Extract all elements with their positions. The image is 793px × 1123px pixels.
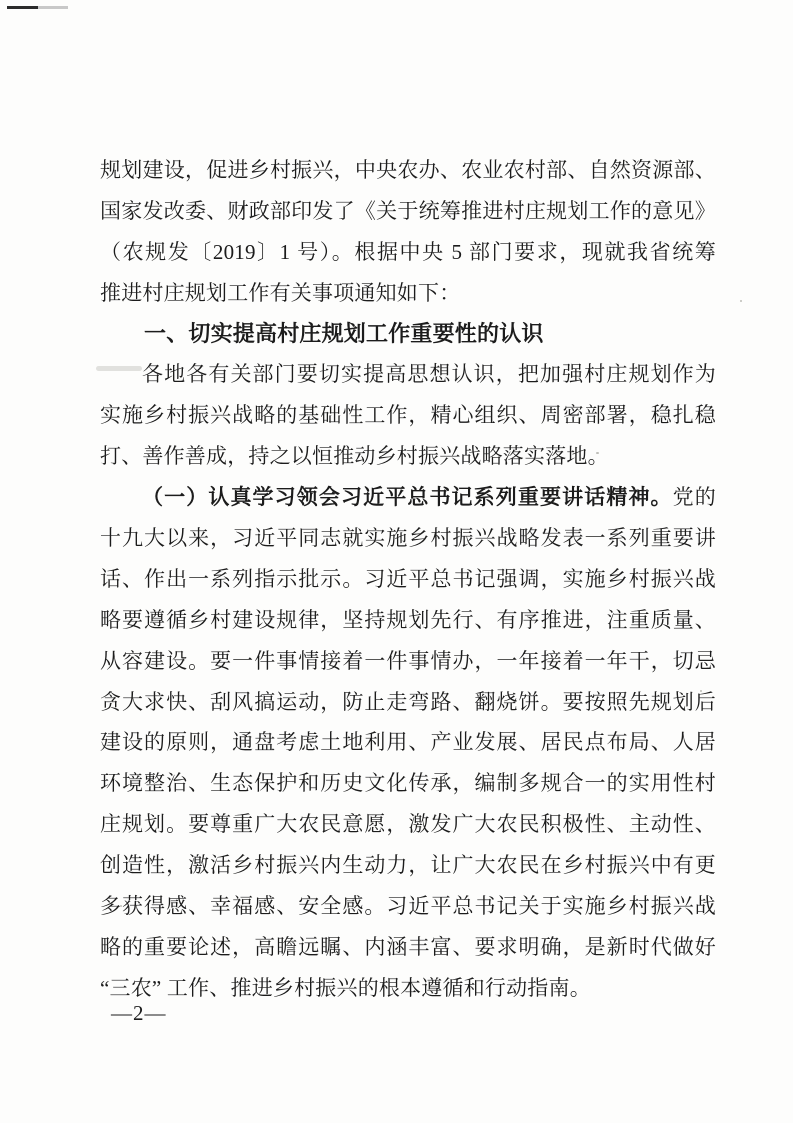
text-segment: 从容建设。要一件事情接着一件事情办，一年接着一年干，切忌 [100,648,716,673]
text-segment: 推进村庄规划工作有关事项通知如下： [100,280,461,305]
text-segment: 创造性，激活乡村振兴内生动力，让广大农民在乡村振兴中有更 [100,853,716,878]
text-line [100,845,716,886]
text-line [100,395,716,436]
section-heading-line [100,314,716,355]
text-line [100,559,716,600]
text-segment: 略的重要论述，高瞻远瞩、内涵丰富、要求明确，是新时代做好 [100,934,716,959]
text-segment: 环境整治、生态保护和历史文化传承，编制多规合一的实用性村 [100,771,716,796]
text-segment: 规划建设，促进乡村振兴，中央农办、农业农村部、自然资源部、 [100,158,716,182]
text-segment: 打、善作善成，持之以恒推动乡村振兴战略落实落地。 [100,444,609,469]
document-lines [100,150,716,1009]
text-segment: （农规发〔2019〕1 号）。根据中央 5 部门要求，现就我省统筹 [100,239,716,264]
text-line [100,682,716,723]
text-line [100,232,716,273]
emphasized-text-segment: 一、切实提高村庄规划工作重要性的认识 [144,320,544,346]
text-line [100,150,716,191]
text-segment: 十九大以来，习近平同志就实施乡村振兴战略发表一系列重要讲 [100,526,716,551]
text-segment: 建设的原则，通盘考虑土地利用、产业发展、居民点布局、人居 [100,730,716,755]
text-line [100,886,716,927]
text-segment: “三农” 工作、推进乡村振兴的根本遵循和行动指南。 [100,975,591,1000]
text-line [100,927,716,968]
text-segment: 党的 [672,485,716,510]
text-line [100,722,716,763]
emphasized-text-segment: （一）认真学习领会习近平总书记系列重要讲话精神。 [142,485,673,510]
text-line [100,477,716,518]
text-segment: 实施乡村振兴战略的基础性工作，精心组织、周密部署，稳扎稳 [100,403,716,428]
text-segment: 略要遵循乡村建设规律，坚持规划先行、有序推进，注重质量、 [100,607,716,632]
text-segment: 话、作出一系列指示批示。习近平总书记强调，实施乡村振兴战 [100,566,716,591]
scan-speck [740,300,742,302]
text-line [100,968,716,1009]
text-line [100,436,716,477]
text-line [100,763,716,804]
text-line [100,641,716,682]
text-segment: 庄规划。要尊重广大农民意愿，激发广大农民积极性、主动性、 [100,812,716,837]
text-line [100,273,716,314]
text-line [100,191,716,232]
scan-artifact-dark-line [7,6,38,9]
text-line [100,518,716,559]
text-line [100,354,716,395]
page-number: —2— [111,1001,167,1025]
text-segment: 国家发改委、财政部印发了《关于统筹推进村庄规划工作的意见》 [100,198,716,223]
text-line [100,600,716,641]
text-segment: 贪大求快、刮风搞运动，防止走弯路、翻烧饼。要按照先规划后 [100,689,716,714]
text-segment: 多获得感、幸福感、安全感。习近平总书记关于实施乡村振兴战 [100,894,716,919]
text-line [100,804,716,845]
scan-artifact-light-line [38,6,68,9]
text-segment: 各地各有关部门要切实提高思想认识，把加强村庄规划作为 [142,362,716,387]
